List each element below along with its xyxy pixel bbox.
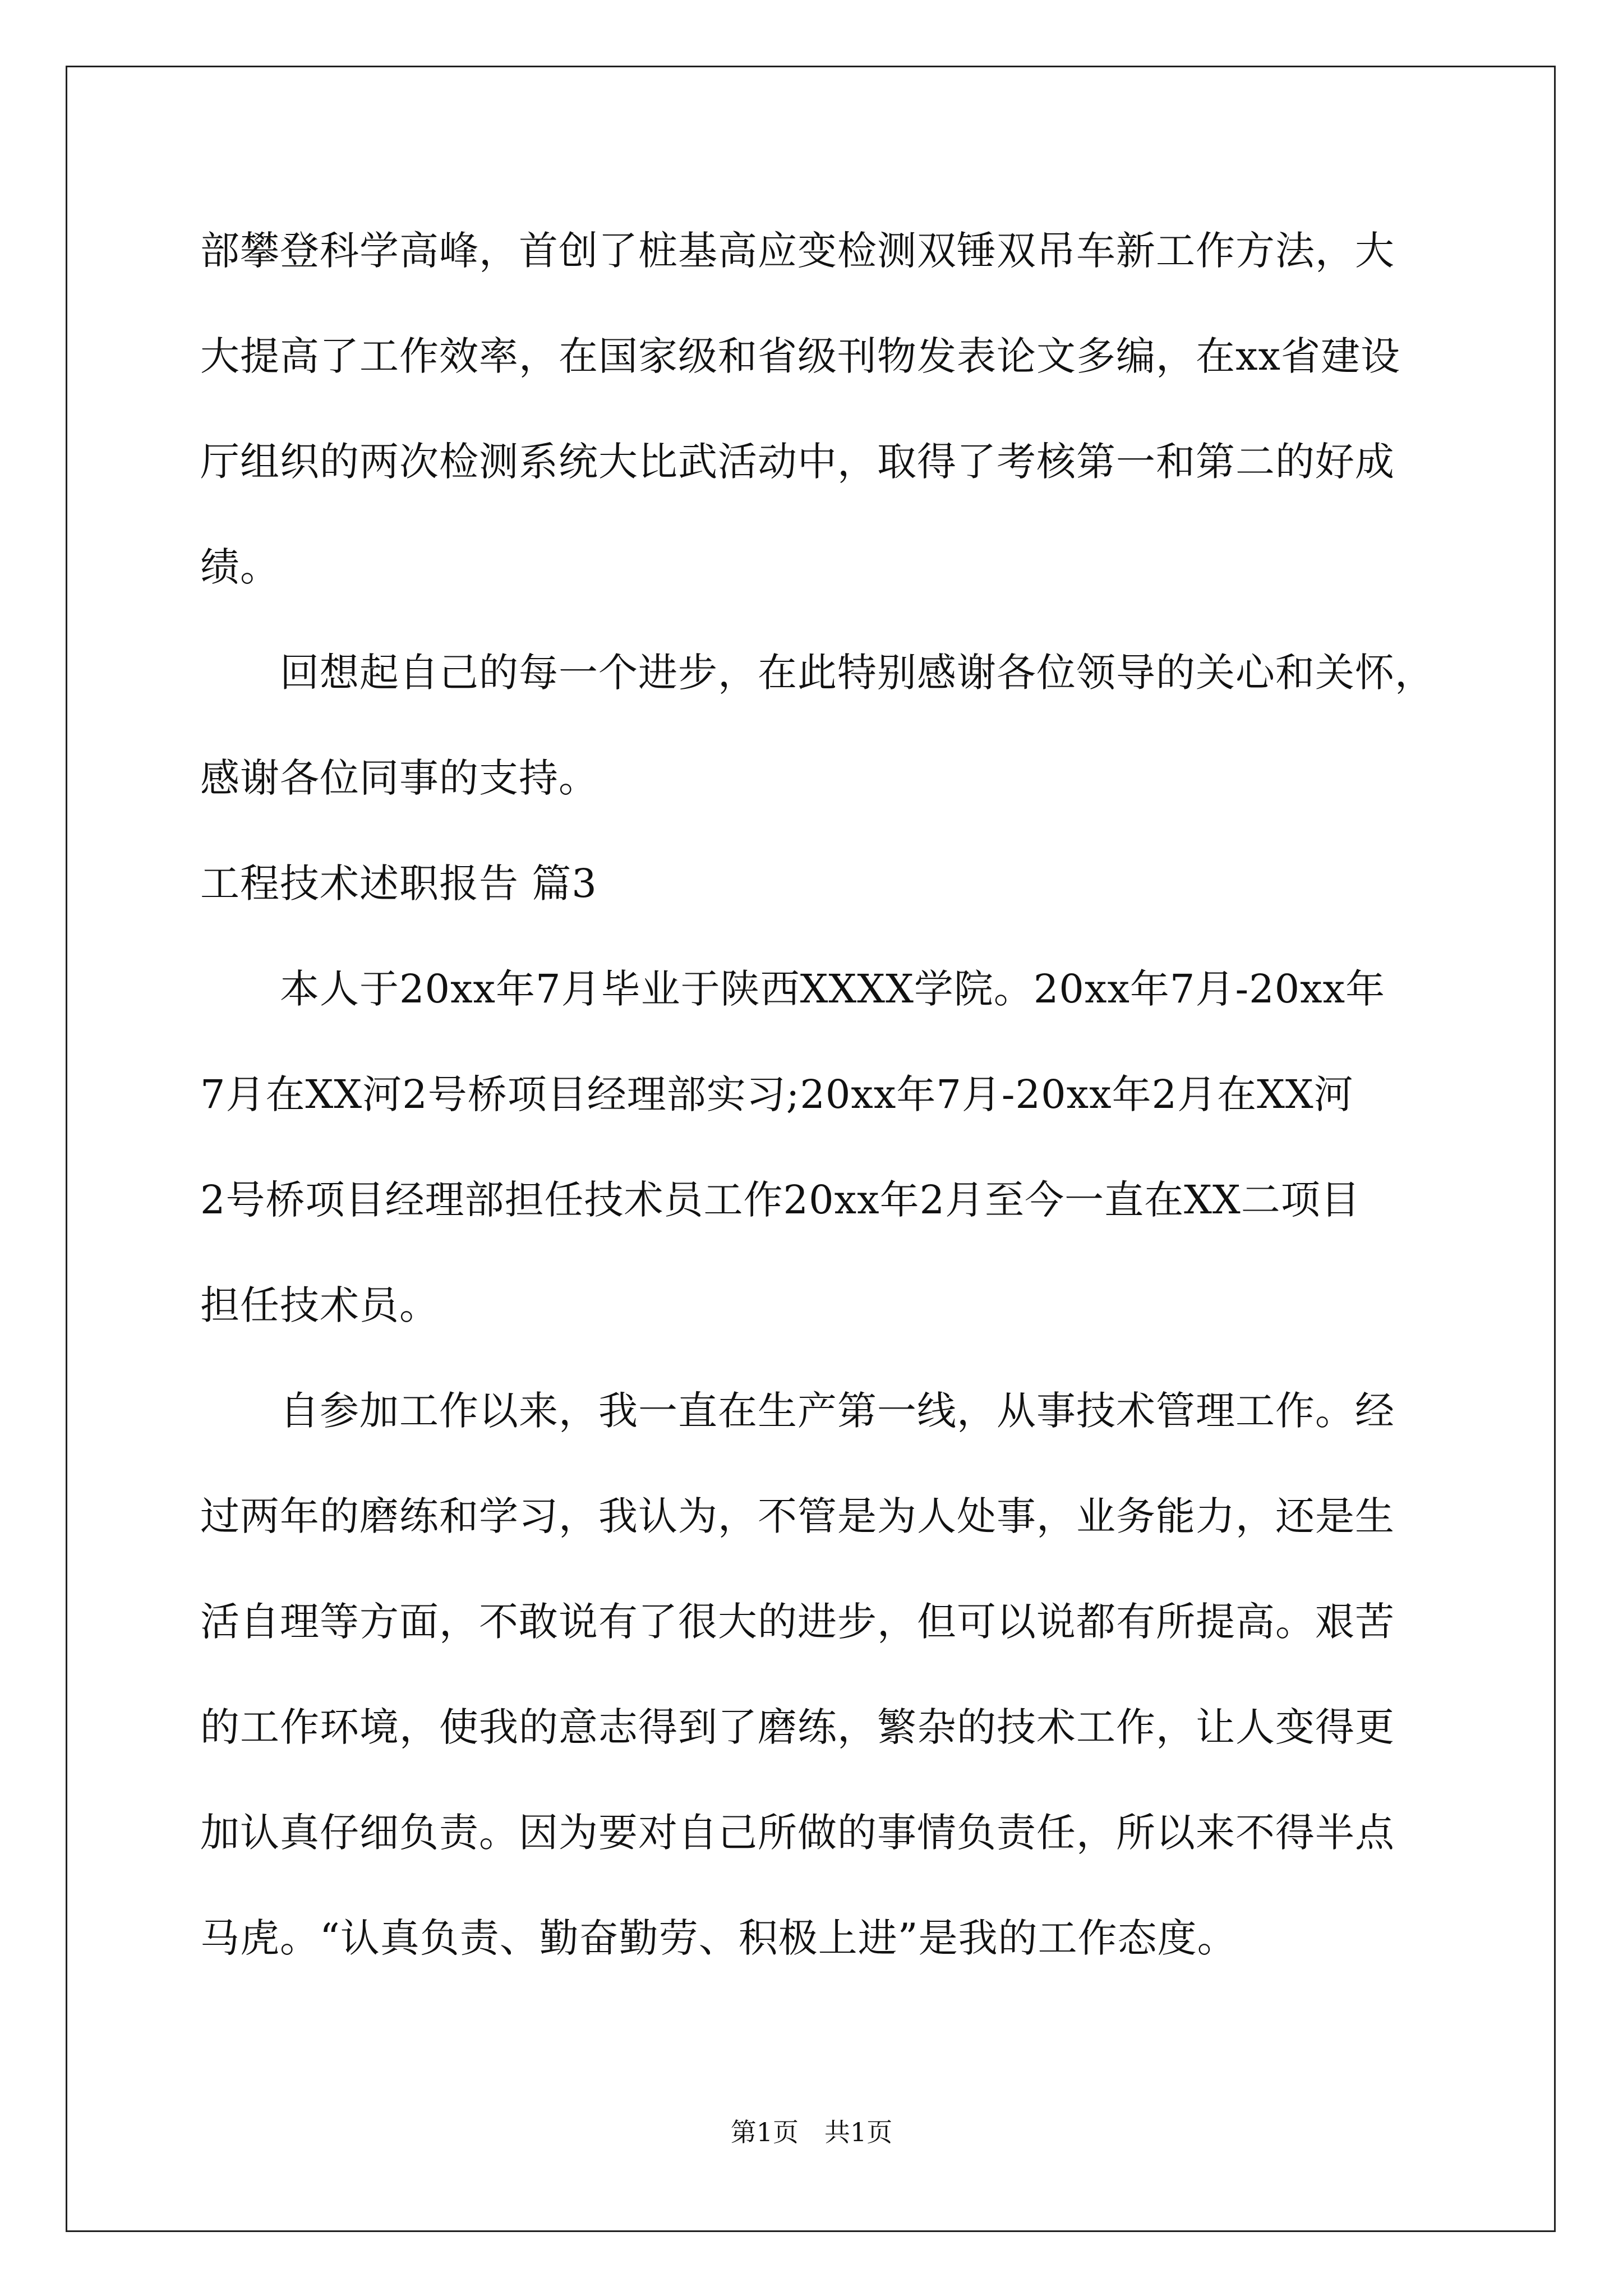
page-border (66, 66, 1556, 2232)
section-heading: 工程技术述职报告 篇3 (200, 861, 597, 907)
text-line: 本人于20xx年7月毕业于陕西XXXX学院。20xx年7月-20xx年 (200, 966, 1386, 1012)
text-line: 7月在XX河2号桥项目经理部实习;20xx年7月-20xx年2月在XX河 (200, 1071, 1354, 1117)
text-line: 活自理等方面，不敢说有了很大的进步，但可以说都有所提高。艰苦 (200, 1599, 1395, 1645)
text-line: 自参加工作以来，我一直在生产第一线，从事技术管理工作。经 (200, 1388, 1395, 1434)
text-line: 过两年的磨练和学习，我认为，不管是为人处事，业务能力，还是生 (200, 1493, 1395, 1539)
text-line: 2号桥项目经理部担任技术员工作20xx年2月至今一直在XX二项目 (200, 1177, 1361, 1223)
text-line: 绩。 (200, 544, 280, 590)
page-footer: 第1页 共1页 (730, 2117, 893, 2147)
text-line: 的工作环境，使我的意志得到了磨练，繁杂的技术工作，让人变得更 (200, 1704, 1395, 1750)
text-line: 担任技术员。 (200, 1282, 439, 1328)
text-line: 感谢各位同事的支持。 (200, 755, 598, 801)
text-line: 回想起自己的每一个进步，在此特别感谢各位领导的关心和关怀， (200, 650, 1435, 696)
text-line: 部攀登科学高峰，首创了桩基高应变检测双锤双吊车新工作方法，大 (200, 228, 1395, 274)
text-line: 马虎。“认真负责、勤奋勤劳、积极上进”是我的工作态度。 (200, 1915, 1237, 1961)
text-line: 加认真仔细负责。因为要对自己所做的事情负责任，所以来不得半点 (200, 1810, 1395, 1856)
text-line: 大提高了工作效率，在国家级和省级刊物发表论文多编，在xx省建设 (200, 333, 1400, 379)
text-line: 厅组织的两次检测系统大比武活动中，取得了考核第一和第二的好成 (200, 439, 1395, 485)
